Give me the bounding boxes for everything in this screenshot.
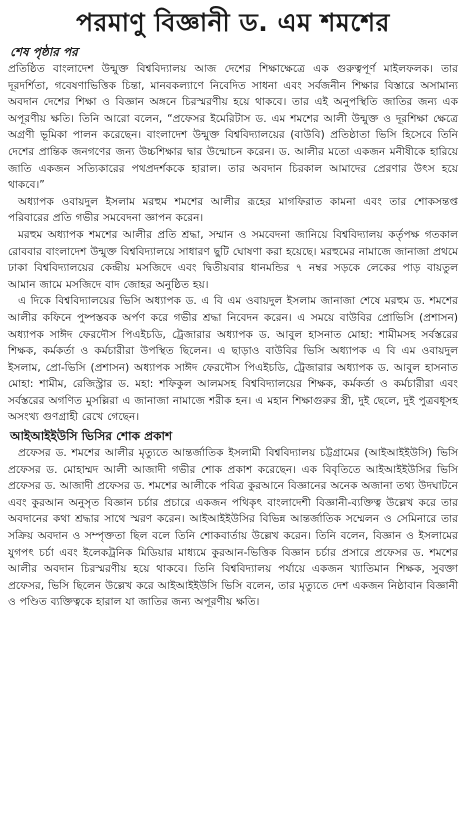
- article-paragraph: অধ্যাপক ওবায়দুল ইসলাম মরহুম শমশের আলীর রূহের মাগফিরাত কামনা এবং তার শোকসন্তপ্ত পরিবারের প্রতি গভীর সমবেদনা জ্ঞাপন করেন।: [8, 195, 458, 225]
- article-paragraph: এ দিকে বিশ্ববিদ্যালয়ের ভিসি অধ্যাপক ড. এ বি এম ওবায়দুল ইসলাম জানাজা শেষে মরহুম ড. শমশের আলীর কফিনে পুষ্পস্তবক অর্পণ করে গভীর শ্রদ্ধা নিবেদন করেন। এ সময়ে বাউবির প্রোভিসি (প্রশাসন) অধ্যাপক সাঈদ ফেরদৌস পিএইচডি, ট্রেজারার অধ্যাপক ড. আবুল হাসনাত মোহা: শামীমসহ সর্বস্তরের শিক্ষক, কর্মকর্তা ও কর্মচারীরা উপস্থিত ছিলেন। এ ছাড়াও বাউবির ভিসি অধ্যাপক এ বি এম ওবায়দুল ইসলাম, প্রো-ভিসি (প্রশাসন) অধ্যাপক সাঈদ ফেরদৌস পিএইচডি, ট্রেজারার অধ্যাপক ড. আবুল হাসনাত মোহা: শামীম, রেজিস্ট্রার ড. মহা: শফিকুল আলমসহ বিশ্ববিদ্যালয়ের শিক্ষক, কর্মকর্তা ও কর্মচারীরা এবং সর্বস্তরের অগণিত মুসল্লিরা এ জানাজা নামাজে শরীক হন। এ মহান শিক্ষাগুরুর স্ত্রী, দুই ছেলে, দুই পুত্রবধূসহ অসংখ্য গুণগ্রাহী রেখে গেছেন।: [8, 295, 458, 424]
- article-paragraph: প্রফেসর ড. শমশের আলীর মৃত্যুতে আন্তর্জাতিক ইসলামী বিশ্ববিদ্যালয় চট্টগ্রামের (আইআইইউসি) ভিসি প্রফেসর ড. মোহাম্মদ আলী আজাদী গভীর শোক প্রকাশ করেছেন। এক বিবৃতিতে আইআইইউসির ভিসি প্রফেসর ড. আজাদী প্রফেসর ড. শমশের আলীকে পবিত্র কুরআনে বিজ্ঞানের অনেক অজানা তথ্য উদঘাটনে এবং কুরআন অনুসৃত বিজ্ঞান চর্চার প্রচারে একজন পথিকৃৎ বাংলাদেশী বিজ্ঞানী-ব্যক্তিত্ব উল্লেখ করে তার অবদানের কথা শ্রদ্ধার সাথে স্মরণ করেন। আইআইইউসির বিভিন্ন আন্তর্জাতিক সম্মেলন ও সেমিনারে তার সক্রিয় অবদান ও সম্পৃক্ততা ছিল বলে তিনি শোকবার্তায় উল্লেখ করেন। তিনি বলেন, বিজ্ঞান ও ইসলামের যুগপৎ চর্চা এবং ইলেকট্রনিক মিডিয়ার মাধ্যমে কুরআন-ভিত্তিক বিজ্ঞান চর্চার প্রসারে প্রফেসর ড. শমশের আলীর অবদান চিরস্মরণীয় হয়ে থাকবে। তিনি বিশ্ববিদ্যালয় পর্যায়ে একজন খ্যাতিমান শিক্ষক, সুবক্তা প্রফেসর, ভিসি ছিলেন উল্লেখ করে আইআইইউসি ভিসি বলেন, তার মৃত্যুতে দেশ একজন নিষ্ঠাবান বিজ্ঞানী ও পণ্ডিত ব্যক্তিত্বকে হারাল যা জাতির জন্য অপূরণীয় ক্ষতি।: [8, 447, 458, 609]
- section-heading: আইআইইউসি ভিসির শোক প্রকাশ: [10, 429, 173, 444]
- article-paragraph: প্রতিষ্ঠিত বাংলাদেশ উন্মুক্ত বিশ্ববিদ্যালয় আজ দেশের শিক্ষাক্ষেত্রে এক গুরুত্বপূর্ণ মাইলফলক। তার দূরদর্শিতা, গবেষণাভিত্তিক চিন্তা, মানবকল্যাণে নিবেদিত সাধনা এবং সর্বজনীন শিক্ষার বিস্তারে অসামান্য অবদান দেশের শিক্ষা ও বিজ্ঞান অঙ্গনে চিরস্মরণীয় হয়ে থাকবে। তার এই অনুপস্থিতি জাতির জন্য এক অপূরণীয় ক্ষতি। তিনি আরো বলেন, “প্রফেসর ইমেরিটাস ড. এম শমশের আলী উন্মুক্ত ও দূরশিক্ষা ক্ষেত্রে অগ্রণী ভূমিকা পালন করেছেন। বাংলাদেশ উন্মুক্ত বিশ্ববিদ্যালয়ের (বাউবি) প্রতিষ্ঠাতা ভিসি হিসেবে তিনি দেশের প্রান্তিক জনগণের জন্য উচ্চশিক্ষার দ্বার উন্মোচন করেন। ড. আলীর মতো একজন মনীষীকে হারিয়ে জাতি একজন সত্যিকারের পথপ্রদর্শককে হারাল। তার অবদান চিরকাল আমাদের প্রেরণার উৎস হয়ে থাকবে।”: [8, 63, 458, 192]
- article-paragraph: মরহুম অধ্যাপক শমশের আলীর প্রতি শ্রদ্ধা, সম্মান ও সমবেদনা জানিয়ে বিশ্ববিদ্যালয় কর্তৃপক্ষ গতকাল রোববার বাংলাদেশ উন্মুক্ত বিশ্ববিদ্যালয়ে সাধারণ ছুটি ঘোষণা করা হয়েছে। মরহুমের নামাজে জানাজা প্রথমে ঢাকা বিশ্ববিদ্যালয়ের কেন্দ্রীয় মসজিদে এবং দ্বিতীয়বার ধানমন্ডির ৭ নম্বর সড়কে লেকের পাড় বায়তুল আমান জামে মসজিদে বাদ জোহর অনুষ্ঠিত হয়।: [8, 228, 458, 291]
- continued-label: শেষ পৃষ্ঠার পর: [10, 45, 78, 59]
- headline: পরমাণু বিজ্ঞানী ড. এম শমশের: [76, 8, 390, 37]
